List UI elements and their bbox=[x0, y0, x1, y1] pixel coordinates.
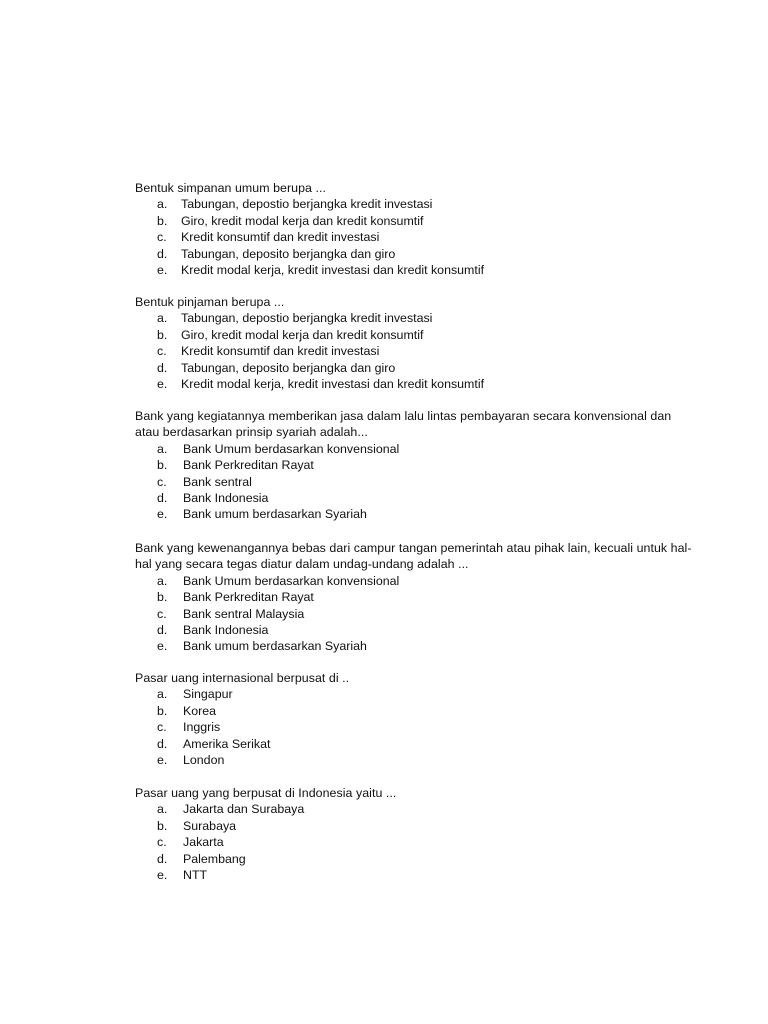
option-letter: e. bbox=[157, 507, 168, 522]
option-b bbox=[135, 818, 695, 834]
option-letter: d. bbox=[157, 491, 168, 506]
option-letter: a. bbox=[157, 441, 168, 456]
option-letter: b. bbox=[157, 327, 168, 342]
option-text: Bank sentral bbox=[183, 474, 252, 489]
option-letter: c. bbox=[157, 344, 167, 359]
option-letter: a. bbox=[157, 311, 168, 326]
option-letter: d. bbox=[157, 623, 168, 638]
option-a bbox=[135, 310, 695, 326]
option-text: Bank Indonesia bbox=[183, 491, 269, 506]
option-text: Korea bbox=[183, 703, 217, 718]
option-letter: b. bbox=[157, 590, 168, 605]
option-list bbox=[135, 310, 695, 392]
option-letter: b. bbox=[157, 818, 168, 833]
option-text: Tabungan, depostio berjangka kredit investasi bbox=[181, 311, 433, 326]
option-letter: e. bbox=[157, 639, 168, 654]
option-letter: c. bbox=[157, 720, 167, 735]
option-letter: d. bbox=[157, 736, 168, 751]
option-d bbox=[135, 246, 695, 262]
option-b bbox=[135, 703, 695, 719]
option-letter: b. bbox=[157, 213, 168, 228]
option-text: Tabungan, deposito berjangka dan giro bbox=[181, 360, 396, 375]
option-text: Jakarta bbox=[183, 835, 224, 850]
option-letter: a. bbox=[157, 573, 168, 588]
question-text: Pasar uang internasional berpusat di .. bbox=[135, 671, 350, 685]
option-list bbox=[135, 441, 695, 523]
option-d bbox=[135, 736, 695, 752]
option-text: Singapur bbox=[183, 687, 233, 702]
option-list bbox=[135, 686, 695, 768]
option-letter: b. bbox=[157, 458, 168, 473]
option-b bbox=[135, 327, 695, 343]
option-d bbox=[135, 622, 695, 638]
option-c bbox=[135, 474, 695, 490]
option-text: Bank Perkreditan Rayat bbox=[183, 458, 314, 473]
option-c bbox=[135, 606, 695, 622]
option-letter: e. bbox=[157, 377, 168, 392]
question-3 bbox=[135, 408, 695, 523]
option-text: Tabungan, deposito berjangka dan giro bbox=[181, 246, 396, 261]
option-letter: c. bbox=[157, 474, 167, 489]
option-text: Giro, kredit modal kerja dan kredit konsumtif bbox=[181, 213, 424, 228]
option-d bbox=[135, 490, 695, 506]
option-text: Bank umum berdasarkan Syariah bbox=[183, 639, 367, 654]
option-letter: c. bbox=[157, 230, 167, 245]
option-text: Bank umum berdasarkan Syariah bbox=[183, 507, 367, 522]
question-6 bbox=[135, 785, 695, 883]
option-text: Surabaya bbox=[183, 818, 237, 833]
option-text: NTT bbox=[183, 868, 208, 883]
option-e bbox=[135, 506, 695, 522]
option-a bbox=[135, 441, 695, 457]
option-text: Kredit modal kerja, kredit investasi dan kredit konsumtif bbox=[181, 263, 485, 278]
option-letter: d. bbox=[157, 851, 168, 866]
option-text: Bank Umum berdasarkan konvensional bbox=[183, 441, 400, 456]
option-list bbox=[135, 801, 695, 883]
option-letter: a. bbox=[157, 197, 168, 212]
option-list bbox=[135, 573, 695, 655]
question-text: Bentuk pinjaman berupa ... bbox=[135, 295, 285, 309]
option-text: Bank Umum berdasarkan konvensional bbox=[183, 573, 400, 588]
option-letter: c. bbox=[157, 606, 167, 621]
option-d bbox=[135, 360, 695, 376]
option-text: Giro, kredit modal kerja dan kredit konsumtif bbox=[181, 327, 424, 342]
option-text: Inggris bbox=[183, 720, 221, 735]
option-text: Kredit modal kerja, kredit investasi dan kredit konsumtif bbox=[181, 377, 485, 392]
question-text: Pasar uang yang berpusat di Indonesia yaitu ... bbox=[135, 786, 397, 800]
option-e bbox=[135, 867, 695, 883]
option-e bbox=[135, 262, 695, 278]
option-letter: a. bbox=[157, 687, 168, 702]
option-e bbox=[135, 376, 695, 392]
option-text: Bank sentral Malaysia bbox=[183, 606, 305, 621]
question-text: Bank yang kewenangannya bebas dari campur tangan pemerintah atau pihak lain, kecuali untuk hal-hal yang secara tegas diatur dalam undag-undang adalah ... bbox=[135, 541, 692, 572]
option-b bbox=[135, 457, 695, 473]
question-2 bbox=[135, 294, 695, 392]
option-letter: e. bbox=[157, 753, 168, 768]
option-b bbox=[135, 213, 695, 229]
option-text: Palembang bbox=[183, 851, 246, 866]
option-letter: c. bbox=[157, 835, 167, 850]
option-a bbox=[135, 573, 695, 589]
option-letter: d. bbox=[157, 246, 168, 261]
question-1 bbox=[135, 180, 695, 278]
option-b bbox=[135, 589, 695, 605]
option-e bbox=[135, 752, 695, 768]
option-text: Bank Perkreditan Rayat bbox=[183, 590, 314, 605]
option-text: Bank Indonesia bbox=[183, 623, 269, 638]
option-c bbox=[135, 719, 695, 735]
option-text: Kredit konsumtif dan kredit investasi bbox=[181, 230, 380, 245]
option-letter: a. bbox=[157, 802, 168, 817]
option-letter: e. bbox=[157, 868, 168, 883]
option-text: Jakarta dan Surabaya bbox=[183, 802, 305, 817]
option-letter: e. bbox=[157, 263, 168, 278]
option-c bbox=[135, 343, 695, 359]
option-letter: b. bbox=[157, 703, 168, 718]
option-text: Kredit konsumtif dan kredit investasi bbox=[181, 344, 380, 359]
option-c bbox=[135, 834, 695, 850]
question-text: Bentuk simpanan umum berupa ... bbox=[135, 181, 326, 195]
option-text: London bbox=[183, 753, 225, 768]
option-a bbox=[135, 801, 695, 817]
option-c bbox=[135, 229, 695, 245]
option-a bbox=[135, 686, 695, 702]
option-letter: d. bbox=[157, 360, 168, 375]
option-text: Amerika Serikat bbox=[183, 736, 271, 751]
option-list bbox=[135, 196, 695, 278]
question-4 bbox=[135, 540, 695, 655]
option-a bbox=[135, 196, 695, 212]
question-text: Bank yang kegiatannya memberikan jasa dalam lalu lintas pembayaran secara konvensional dan atau berdasarkan prinsip syariah adalah... bbox=[135, 409, 672, 440]
option-e bbox=[135, 638, 695, 654]
question-5 bbox=[135, 670, 695, 768]
option-text: Tabungan, depostio berjangka kredit investasi bbox=[181, 197, 433, 212]
option-d bbox=[135, 851, 695, 867]
